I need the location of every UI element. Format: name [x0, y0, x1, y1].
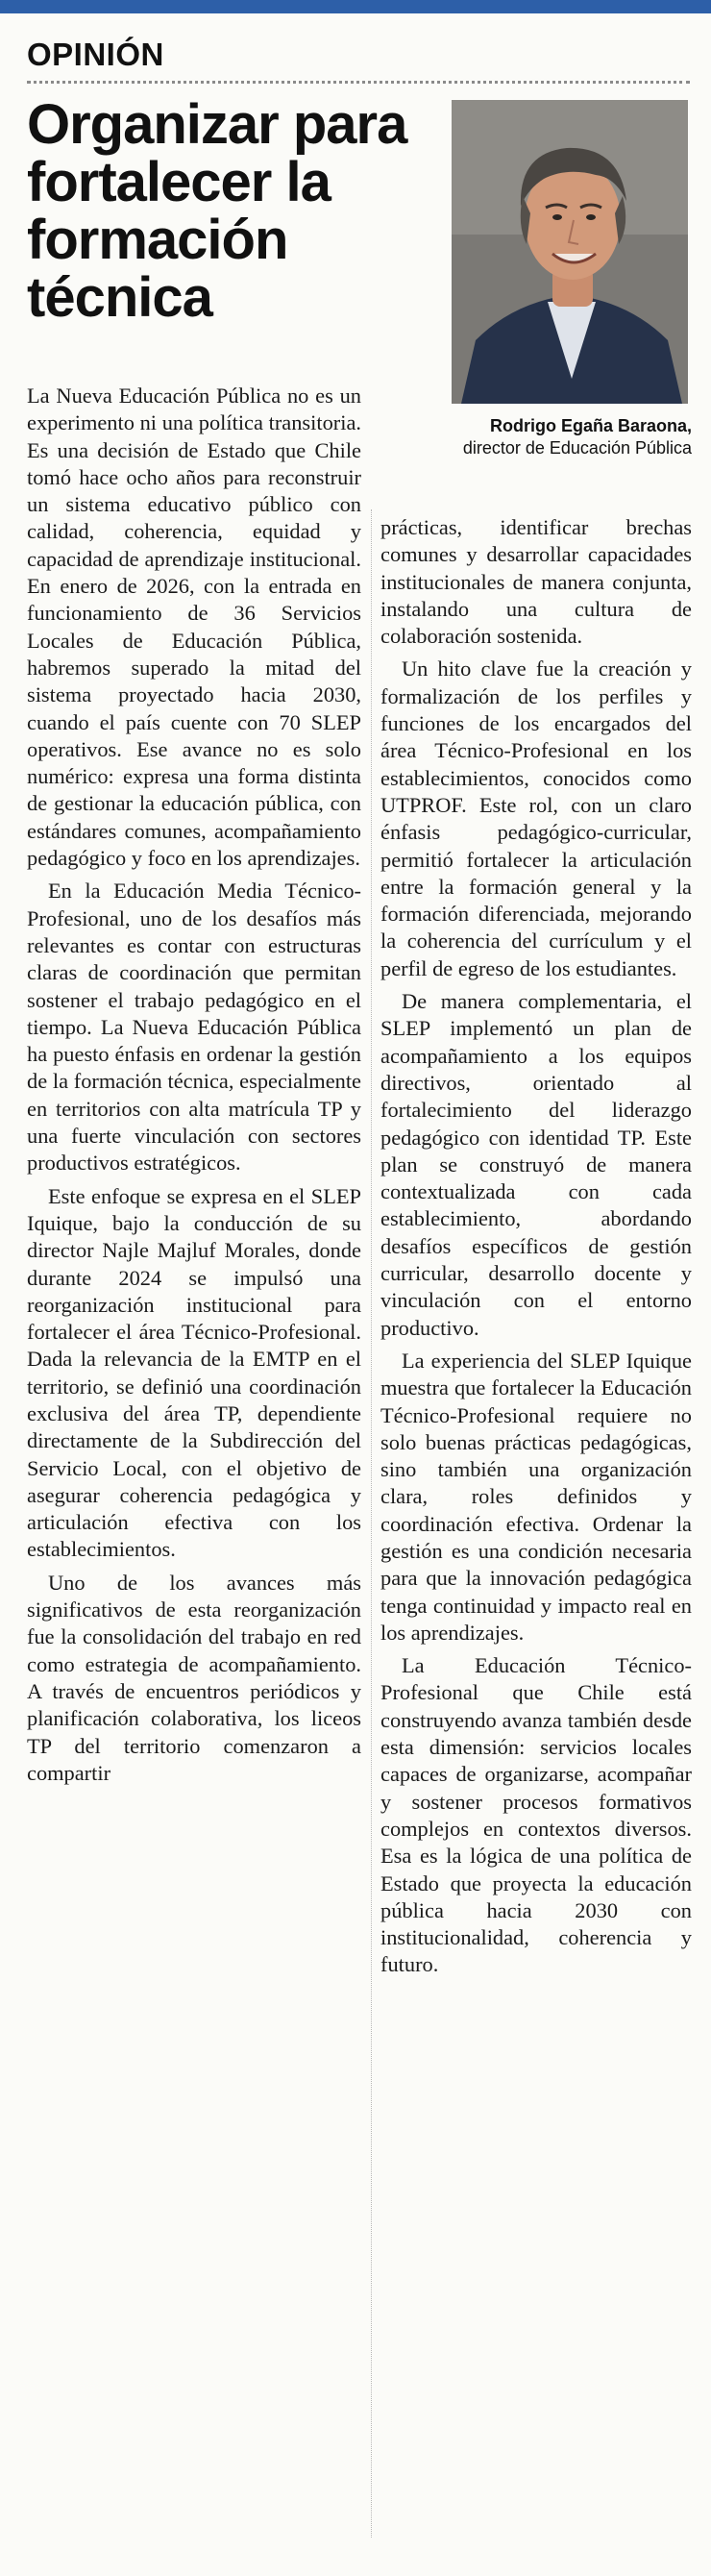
column-divider: [371, 509, 372, 2538]
author-portrait-photo: [452, 100, 688, 404]
section-label: OPINIÓN: [27, 37, 164, 72]
paragraph: Este enfoque se expresa en el SLEP Iquique, bajo la conducción de su director Najle Majluf Morales, donde durante 2024 se impulsó una reorganización institucional para fortalecer el área Técnico-Profesional. Dada la relevancia de la EMTP en el territorio, se definió una coordinación exclusiva del área TP, dependiente directamente de la Subdirección del Servicio Local, con el objetivo de asegurar coherencia pedagógica y articulación efectiva con los establecimientos.: [27, 1183, 361, 1562]
author-caption: [404, 415, 692, 459]
portrait-photo-icon: [452, 100, 688, 404]
article-column-right: [380, 514, 692, 1979]
paragraph: En la Educación Media Técnico-Profesional, uno de los desafíos más relevantes es contar con estructuras claras de coordinación que permitan sostener el trabajo pedagógico en el tiempo. La Nueva Educación Pública ha puesto énfasis en ordenar la gestión de la formación técnica, especialmente en territorios con alta matrícula TP y una fuerte vinculación con sectores productivos estratégicos.: [27, 879, 361, 1176]
paragraph: Uno de los avances más significativos de esta reorganización fue la consolidación del trabajo en red como estrategia de acompañamiento. A través de encuentros periódicos y planificación colaborativa, los liceos TP del territorio comenzaron a compartir: [27, 1570, 361, 1785]
headline: Organizar para fortalecer la formación técnica: [27, 93, 407, 329]
paragraph: La Educación Técnico-Profesional que Chile está construyendo avanza también desde esta dimensión: servicios locales capaces de organizarse, acompañar y sostener procesos formativos complejos en contextos diversos. Esa es la lógica de una política de Estado que proyecta la educación pública hacia 2030 con institucionalidad, coherencia y futuro.: [380, 1653, 692, 1977]
paragraph: Un hito clave fue la creación y formalización de los perfiles y funciones de los encargados del área Técnico-Profesional en los establecimientos, conocidos como UTPROF. Este rol, con un claro énfasis pedagógico-curricular, permitió fortalecer la articulación entre la formación general y la formación diferenciada, mejorando la coherencia del currículum y el perfil de egreso de los estudiantes.: [380, 656, 692, 980]
paragraph: De manera complementaria, el SLEP implementó un plan de acompañamiento a los equipos directivos, orientado al fortalecimiento del liderazgo pedagógico con identidad TP. Este plan se construyó de manera contextualizada con cada establecimiento, abordando desafíos específicos de gestión curricular, desarrollo docente y vinculación con el entorno productivo.: [380, 989, 692, 1340]
article-column-left: [27, 383, 361, 1787]
author-name: Rodrigo Egaña Baraona,: [489, 416, 692, 435]
paragraph: La experiencia del SLEP Iquique muestra que fortalecer la Educación Técnico-Profesional requiere no solo buenas prácticas pedagógicas, sino también una organización clara, roles definidos y coordinación efectiva. Ordenar la gestión es una condición necesaria para que la innovación pedagógica tenga continuidad y impacto real en los aprendizajes.: [380, 1348, 692, 1645]
paragraph: La Nueva Educación Pública no es un experimento ni una política transitoria. Es una decisión de Estado que Chile tomó hace ocho años para reconstruir un sistema educativo público con calidad, coherencia, equidad y capacidad de aprendizaje institucional. En enero de 2026, con la entrada en funcionamiento de 36 Servicios Locales de Educación Pública, habremos superado la mitad del sistema proyectado hacia 2030, cuando el país cuente con 70 SLEP operativos. Ese avance no es solo numérico: expresa una forma distinta de gestionar la educación pública, con estándares comunes, acompañamiento pedagógico y foco en los aprendizajes.: [27, 384, 361, 871]
paragraph: prácticas, identificar brechas comunes y desarrollar capacidades institucionales de manera conjunta, instalando una cultura de colaboración sostenida.: [380, 515, 692, 649]
section-divider: [27, 81, 690, 84]
author-role: director de Educación Pública: [462, 438, 692, 458]
top-color-bar: [0, 0, 711, 13]
